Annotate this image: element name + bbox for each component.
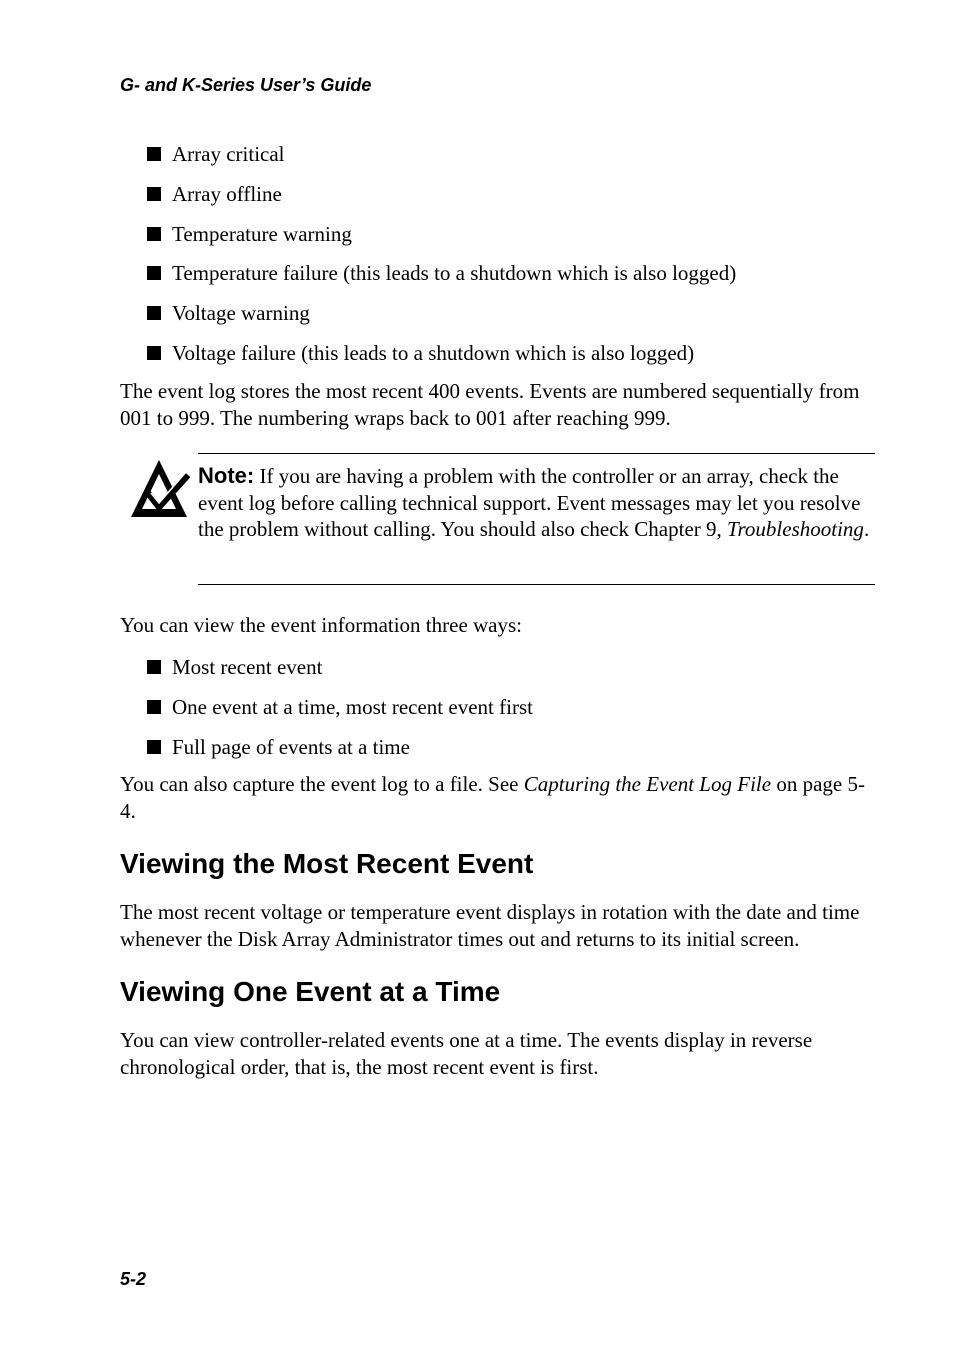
square-bullet-icon [147, 227, 161, 241]
section-heading-one-at-a-time: Viewing One Event at a Time [120, 976, 501, 1007]
list-item-text: One event at a time, most recent event first [172, 694, 533, 719]
view-ways-list [146, 655, 533, 774]
list-item [146, 341, 736, 381]
square-bullet-icon [147, 700, 161, 714]
list-item [146, 655, 533, 695]
capture-paragraph [120, 771, 880, 824]
list-item-text: Voltage failure (this leads to a shutdown which is also logged) [172, 340, 695, 365]
list-item [146, 695, 533, 735]
alert-types-list [146, 142, 736, 381]
capture-text-after: on page 5-4. [120, 772, 865, 823]
view-ways-intro: You can view the event information three ways: [120, 613, 523, 637]
page-number: 5-2 [120, 1269, 147, 1289]
list-item [146, 261, 736, 301]
capture-cross-reference: Capturing the Event Log File [523, 772, 772, 796]
note-label: Note: [198, 463, 255, 488]
list-item [146, 735, 533, 775]
square-bullet-icon [147, 306, 161, 320]
note-end: . [863, 517, 870, 541]
note-checkmark-icon [128, 457, 190, 519]
square-bullet-icon [147, 740, 161, 754]
square-bullet-icon [147, 346, 161, 360]
capture-text-before: You can also capture the event log to a file. See [120, 772, 524, 796]
section-heading-most-recent: Viewing the Most Recent Event [120, 848, 534, 879]
list-item-text: Array offline [172, 181, 282, 206]
list-item [146, 301, 736, 341]
list-item-text: Most recent event [172, 655, 323, 679]
section-body-most-recent: The most recent voltage or temperature event displays in rotation with the date and time whenever the Disk Array Administrator times out and returns to its initial screen. [120, 900, 860, 951]
list-item [146, 142, 736, 182]
note-box [128, 453, 875, 585]
note-bottom-rule [198, 584, 875, 585]
square-bullet-icon [147, 147, 161, 161]
list-item-text: Array critical [172, 142, 285, 166]
chapter-reference: Troubleshooting [727, 517, 864, 541]
running-head: G- and K-Series User’s Guide [120, 75, 372, 95]
list-item [146, 222, 736, 262]
list-item-text: Temperature failure (this leads to a shutdown which is also logged) [172, 261, 737, 286]
section-body-one-at-a-time: You can view controller-related events one at a time. The events display in reverse chronological order, that is, the most recent event is first. [120, 1028, 813, 1079]
list-item-text: Voltage warning [172, 301, 310, 326]
note-top-rule [198, 453, 875, 454]
list-item-text: Full page of events at a time [172, 734, 410, 759]
event-log-paragraph: The event log stores the most recent 400 events. Events are numbered sequentially from 001 to 999. The numbering wraps back to 001 after reaching 999. [120, 379, 860, 430]
note-body: If you are having a problem with the controller or an array, check the event log before calling technical support. Event messages may let you resolve the problem without calling. You should also check Chapter 9, [198, 464, 861, 541]
list-item-text: Temperature warning [172, 221, 352, 246]
square-bullet-icon [147, 266, 161, 280]
list-item [146, 182, 736, 222]
square-bullet-icon [147, 187, 161, 201]
note-text [198, 463, 875, 543]
square-bullet-icon [147, 660, 161, 674]
